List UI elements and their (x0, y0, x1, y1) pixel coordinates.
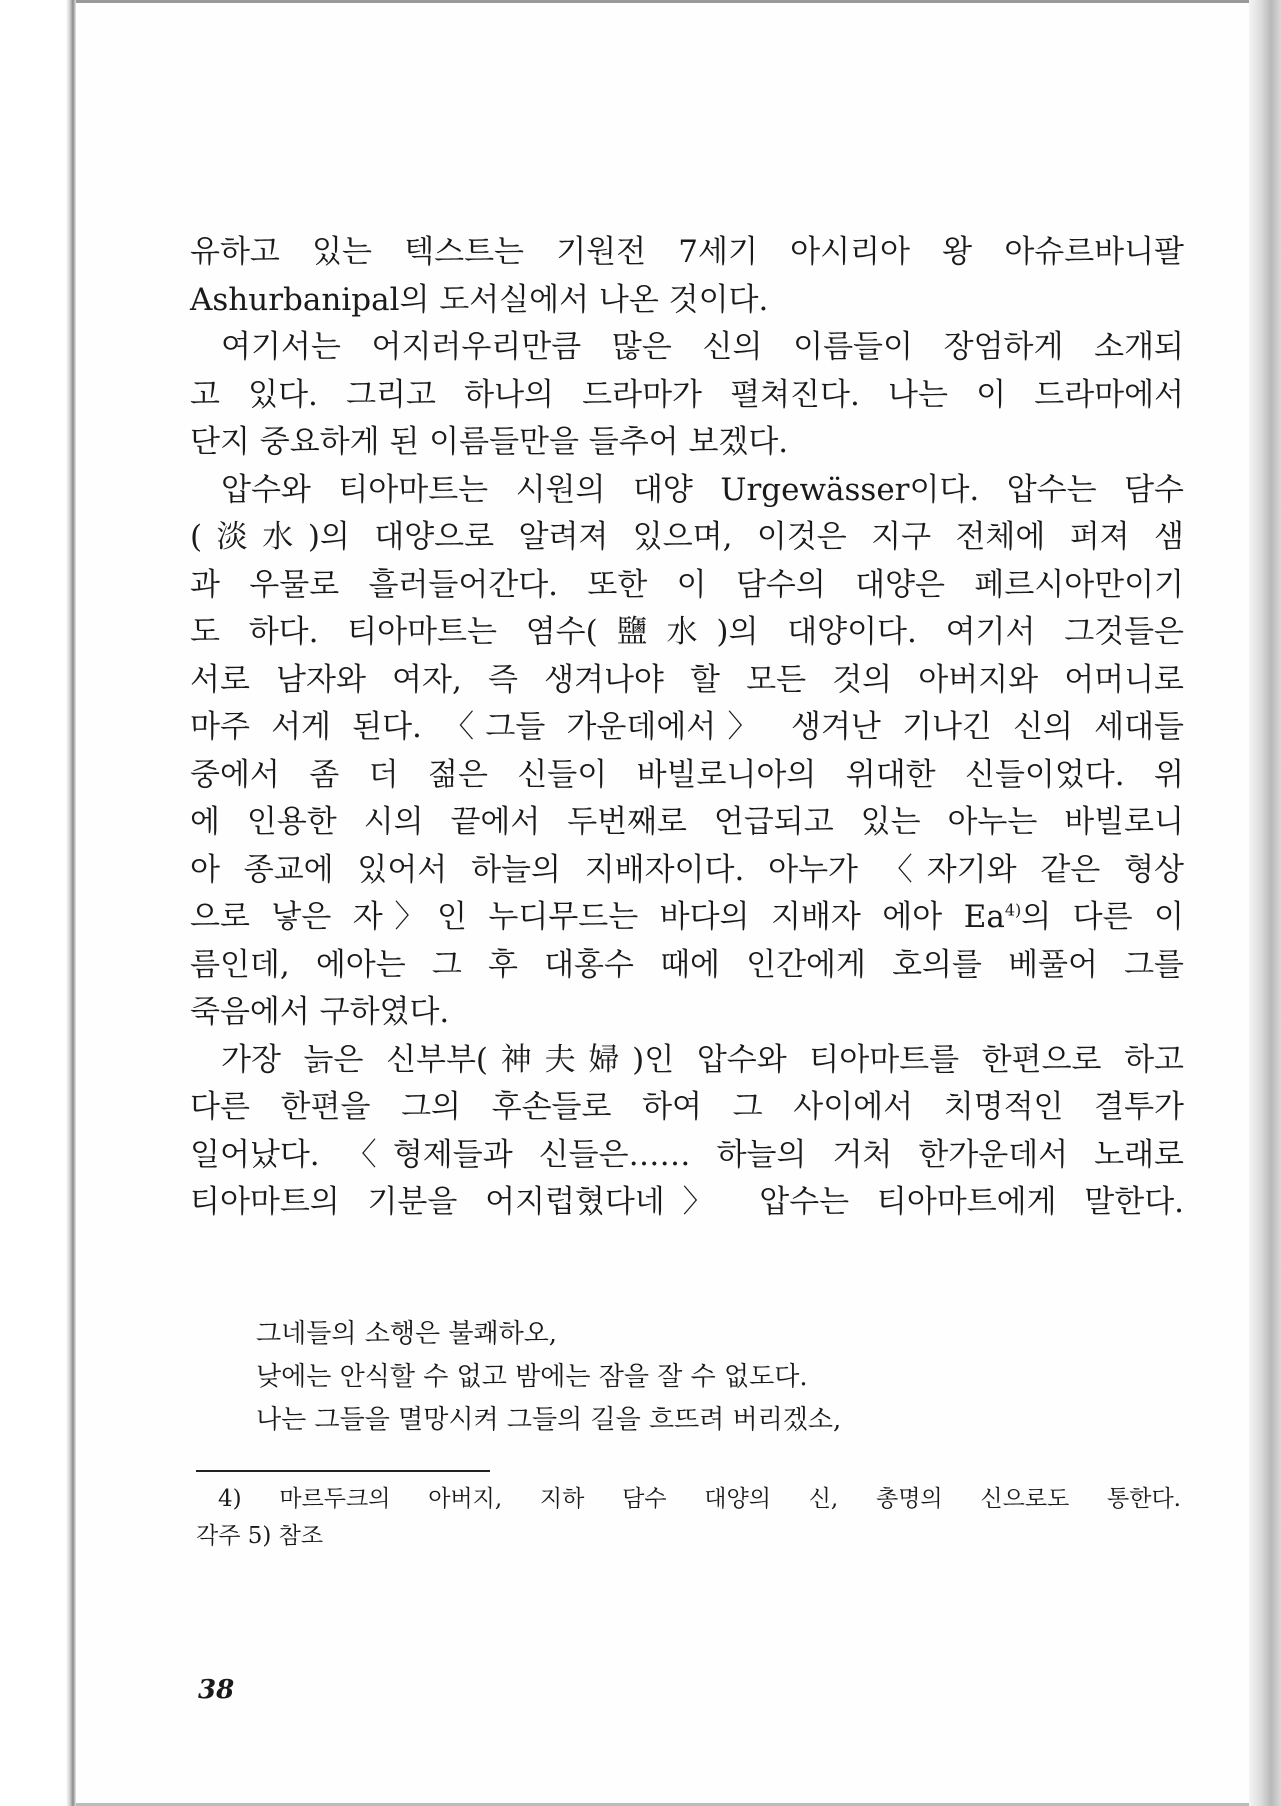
paragraph-3-line-12: 죽음에서 구하였다. (190, 994, 450, 1030)
paragraph-2-line-1: 여기서는 어지러우리만큼 많은 신의 이름들이 장엄하게 소개되 (221, 329, 1184, 365)
paragraph-3-line-11: 름인데, 에아는 그 후 대홍수 때에 인간에게 호의를 베풀어 그를 (190, 946, 1184, 983)
paragraph-4-line-4: 티아마트의 기분을 어지럽혔다네〉 압수는 티아마트에게 말한다. (190, 1184, 1184, 1220)
paragraph-3-line-4: 도 하다. 티아마트는 염수(鹽水)의 대양이다. 여기서 그것들은 (190, 614, 1184, 650)
book-spine-shadow (0, 0, 76, 1806)
body-text (190, 229, 1184, 1227)
paragraph-3-line-7: 중에서 좀 더 젊은 신들이 바빌로니아의 위대한 신들이었다. 위 (190, 756, 1184, 793)
paragraph-3-line-9: 아 종교에 있어서 하늘의 지배자이다. 아누가 〈자기와 같은 형상 (190, 851, 1184, 888)
page-number: 38 (198, 1675, 235, 1705)
verse-quote (256, 1313, 1156, 1442)
verse-line-2: 낮에는 안식할 수 없고 밤에는 잠을 잘 수 없도다. (256, 1362, 808, 1392)
paragraph-4-line-3: 일어났다. 〈형제들과 신들은…… 하늘의 거처 한가운데서 노래로 (190, 1136, 1184, 1173)
paragraph-3-line-1: 압수와 티아마트는 시원의 대양 Urgewässer이다. 압수는 담수 (221, 471, 1184, 508)
footnote-4 (196, 1481, 1181, 1555)
paragraph-1-line-2: Ashurbanipal의 도서실에서 나온 것이다. (190, 281, 769, 318)
paragraph-3-line-6: 마주 서게 된다. 〈그들 가운데에서〉 생겨난 기나긴 신의 세대들 (190, 709, 1184, 745)
book-page (76, 3, 1249, 1803)
footnote-line-2: 각주 5) 참조 (196, 1523, 324, 1549)
page-edge-shadow (1249, 0, 1281, 1806)
footnote-line-1: 4) 마르두크의 아버지, 지하 담수 대양의 신, 총명의 신으로도 통한다. (218, 1486, 1181, 1512)
paragraph-3-line-10 (190, 894, 1184, 942)
paragraph-3-line-5: 서로 남자와 여자, 즉 생겨나야 할 모든 것의 아버지와 어머니로 (190, 661, 1184, 698)
paragraph-3-line-8: 에 인용한 시의 끝에서 두번째로 언급되고 있는 아누는 바빌로니 (190, 804, 1184, 840)
paragraph-3-line-2: (淡水)의 대양으로 알려져 있으며, 이것은 지구 전체에 퍼져 샘 (190, 519, 1184, 555)
footnote-ref-4: 4) (1004, 900, 1022, 920)
paragraph-2-line-3: 단지 중요하게 된 이름들만을 들추어 보겠다. (190, 424, 789, 460)
footnote-divider (196, 1470, 490, 1472)
paragraph-3-line-10-tail: 의 다른 이 (1021, 899, 1185, 935)
paragraph-4-line-2: 다른 한편을 그의 후손들로 하여 그 사이에서 치명적인 결투가 (190, 1089, 1184, 1125)
verse-line-1: 그네들의 소행은 불쾌하오, (256, 1319, 558, 1349)
paragraph-3-line-10-head: 으로 낳은 자〉인 누디무드는 바다의 지배자 에아 Ea (190, 899, 1005, 935)
paragraph-1-line-1: 유하고 있는 텍스트는 기원전 7세기 아시리아 왕 아슈르바니팔 (190, 234, 1184, 270)
paragraph-2-line-2: 고 있다. 그리고 하나의 드라마가 펼쳐진다. 나는 이 드라마에서 (190, 376, 1184, 413)
paragraph-4-line-1: 가장 늙은 신부부(神夫婦)인 압수와 티아마트를 한편으로 하고 (221, 1041, 1184, 1078)
verse-line-3: 나는 그들을 멸망시켜 그들의 길을 흐뜨려 버리겠소, (256, 1405, 842, 1435)
paragraph-3-line-3: 과 우물로 흘러들어간다. 또한 이 담수의 대양은 페르시아만이기 (190, 566, 1184, 603)
